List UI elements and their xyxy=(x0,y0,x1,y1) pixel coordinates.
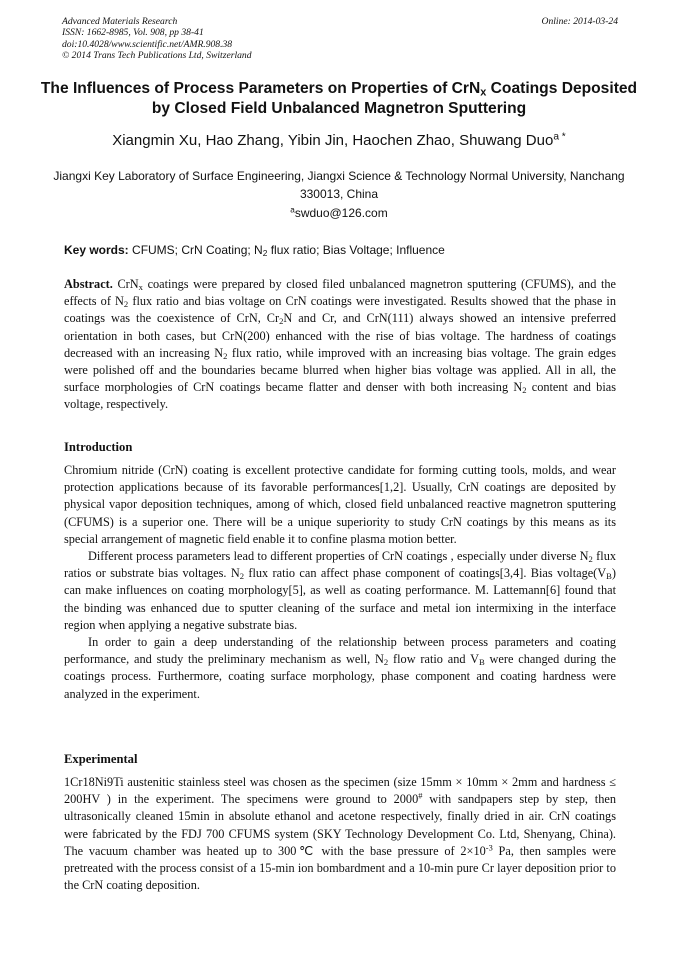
exp-sup: # xyxy=(418,791,423,801)
abstract-sub: 2 xyxy=(223,350,228,361)
abstract-sub: x xyxy=(138,282,143,293)
abstract-text: content and bias voltage, respectively. xyxy=(64,380,616,412)
keywords xyxy=(64,242,616,258)
exp-text: 1Cr18Ni9Ti austenitic stainless steel was chosen as the specimen (size 15mm × 10mm × 2mm and hardness ≤ 200HV ) in the experiment. The specimens were ground to 2000 xyxy=(64,775,616,807)
abstract-text: coatings were prepared by closed filed unbalanced magnetron sputtering (CFUMS), and the effects of N xyxy=(64,277,616,309)
author-names: Xiangmin Xu, Hao Zhang, Yibin Jin, Haochen Zhao, Shuwang Duo xyxy=(112,132,554,149)
intro-text: flux ratio can affect phase component of coatings[3,4]. Bias voltage(V xyxy=(244,566,607,581)
introduction-heading: Introduction xyxy=(64,440,133,454)
abstract-label: Abstract. xyxy=(64,277,113,291)
exp-text: with sandpapers step by step, then ultrasonically cleaned 15min in absolute ethanol and acetone respectively, finally dried in air. CrN coatings were fabricated by the FDJ 700 CFUMS system (SKY Technology Development Co. Ltd, Shenyang, China). The vacuum chamber was heated up to 300℃ with the base pressure of 2×10 xyxy=(64,792,616,858)
email-address: swduo@126.com xyxy=(294,205,388,220)
publication-info xyxy=(62,16,252,62)
abstract-text: N and Cr, and CrN(111) always showed an intensive preferred orientation in both cases, but CrN(200) enhanced with the rise of bias voltage. The hardness of coatings decreased with an increasing N xyxy=(64,311,616,360)
abstract-sub: 2 xyxy=(123,299,129,310)
intro-text: In order to gain a deep understanding of the relationship between process parameters and coating performance, and study the preliminary mechanism as well, N xyxy=(64,635,616,667)
title-text-2: Coatings Deposited by Closed Field Unbalanced Magnetron Sputtering xyxy=(151,80,638,117)
abstract-text: flux ratio, while improved with an increasing bias voltage. The grain edges were polished off and the boundaries became blurred when higher bias voltage was applied. All in all, the surface morphologies of CrN coatings became flatter and denser with both increasing N xyxy=(64,345,616,395)
issn-line: ISSN: 1662-8985, Vol. 908, pp 38-41 xyxy=(62,27,204,39)
author-list xyxy=(30,131,648,150)
abstract-sub: 2 xyxy=(279,316,284,327)
intro-sub: 2 xyxy=(239,571,245,582)
keywords-label: Key words: xyxy=(64,243,129,257)
paper-title xyxy=(40,79,638,119)
introduction-body xyxy=(64,462,616,703)
keywords-text: flux ratio; Bias Voltage; Influence xyxy=(267,243,445,257)
online-date: Online: 2014-03-24 xyxy=(541,16,618,27)
title-subscript: x xyxy=(480,86,487,99)
email-line xyxy=(40,204,638,222)
intro-paragraph-1: Chromium nitride (CrN) coating is excellent protective candidate for forming cutting tools, molds, and wear protection applications because of its favorable performances[1,2]. Usually, CrN coatings are deposited by physical vapor deposition techniques, among of which, closed field unbalanced reactive magnetron sputtering (CFUMS) is a superior one. There will be a unique superiority to study CrN coatings by this means as its special arrangement of magnetic field enable it to confine plasma motion better. xyxy=(64,463,616,546)
keywords-text: CFUMS; CrN Coating; N xyxy=(128,243,263,257)
experimental-body xyxy=(64,774,616,894)
copyright-line: © 2014 Trans Tech Publications Ltd, Switzerland xyxy=(62,50,252,62)
intro-sub: 2 xyxy=(588,554,593,565)
intro-text: ) can make influences on coating morphology[5], as well as coating performance. M. Lattemann[6] found that the binding was enhanced due to sputter cleaning of the surface and metal ion intermixing in the interface region when applying a negative substrate bias. xyxy=(64,566,617,632)
doi-line: doi:10.4028/www.scientific.net/AMR.908.38 xyxy=(62,38,233,50)
intro-text: Different process parameters lead to different properties of CrN coatings , especially under diverse N xyxy=(88,549,589,564)
intro-text: flux ratios or substrate bias voltages. N xyxy=(64,549,616,581)
intro-paragraph-2 xyxy=(64,548,616,634)
journal-name: Advanced Materials Research xyxy=(62,16,178,27)
affiliation xyxy=(40,167,638,222)
intro-text: flow ratio and V xyxy=(388,652,479,667)
intro-sub: 2 xyxy=(383,657,389,668)
keywords-sub: 2 xyxy=(262,248,268,259)
exp-text: Pa, then samples were pretreated with the process consist of a 15-min ion bombardment and a 10-min pure Cr layer deposition prior to the CrN coating deposition. xyxy=(64,843,616,893)
author-mark: a * xyxy=(553,131,566,143)
intro-text: were changed during the coatings process. Furthermore, coating surface morphology, phase component and coating hardness were analyzed in the experiment. xyxy=(64,652,616,701)
title-text-1: The Influences of Process Parameters on Properties of CrN xyxy=(40,80,481,97)
email-mark: a xyxy=(290,205,295,215)
abstract-text: flux ratio and bias voltage on CrN coatings were investigated. Results showed that the phase in coatings was the coexistence of CrN, Cr xyxy=(64,294,616,326)
abstract-text: CrN xyxy=(112,277,139,291)
intro-sub: B xyxy=(478,657,485,668)
affiliation-text: Jiangxi Key Laboratory of Surface Engineering, Jiangxi Science & Technology Normal University, Nanchang 330013, China xyxy=(53,169,625,202)
exp-sup: -3 xyxy=(485,843,493,853)
intro-paragraph-3 xyxy=(64,634,616,703)
intro-sub: B xyxy=(606,571,612,582)
experimental-heading: Experimental xyxy=(64,752,138,766)
abstract xyxy=(64,276,616,414)
abstract-sub: 2 xyxy=(522,385,527,396)
